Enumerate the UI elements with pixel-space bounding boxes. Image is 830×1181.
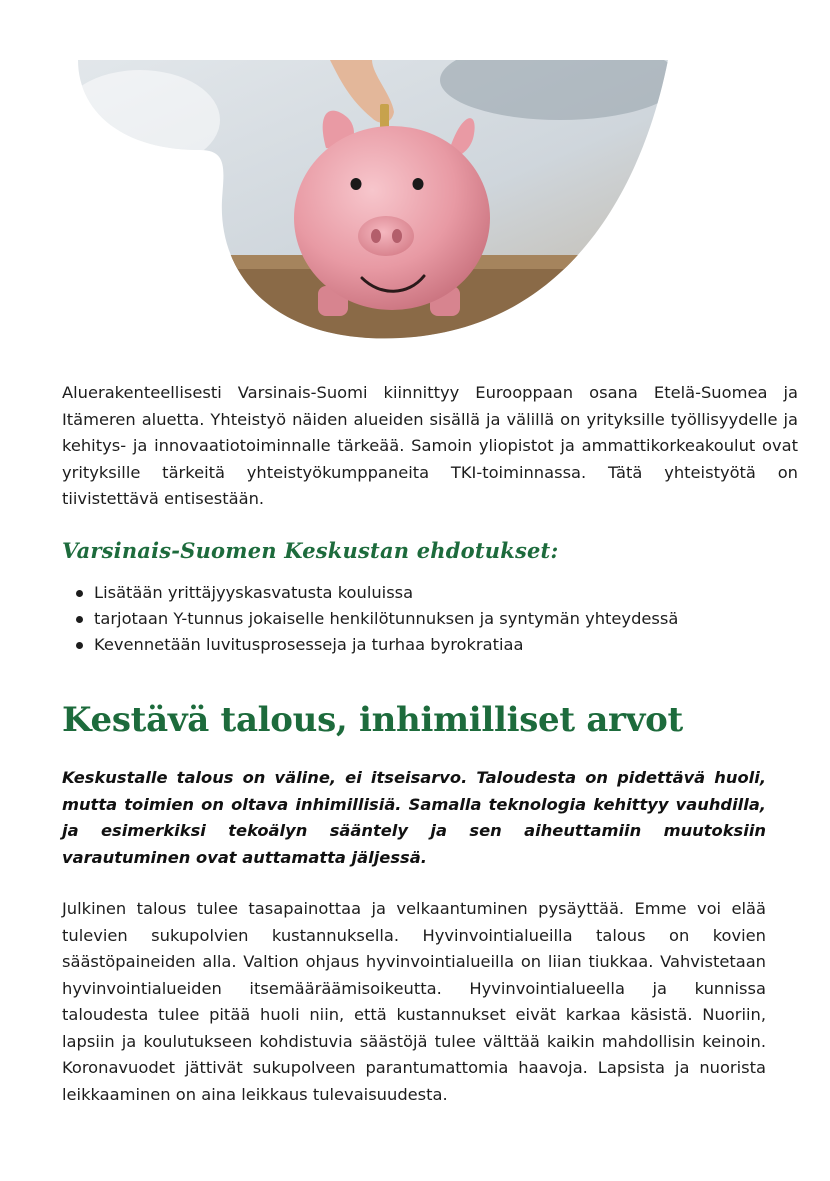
proposals-list <box>62 580 678 658</box>
proposals-heading: Varsinais-Suomen Keskustan ehdotukset: <box>62 538 559 563</box>
section-lead: Keskustalle talous on väline, ei itseisarvo. Taloudesta on pidettävä huoli, mutta toimien on oltava inhimillisiä. Samalla teknologia kehittyy vauhdilla, ja esimerkiksi tekoälyn sääntely ja sen aiheuttamiin muutoksiin varautuminen ovat auttamatta jäljessä. <box>62 768 766 867</box>
list-item: Kevennetään luvitusprosesseja ja turhaa byrokratiaa <box>62 632 678 658</box>
hero-piggy-bank-image <box>0 0 830 360</box>
section-body: Julkinen talous tulee tasapainottaa ja velkaantuminen pysäyttää. Emme voi elää tulevien sukupolvien kustannuksella. Hyvinvointialueilla talous on kovien säästöpaineiden alla. Valtion ohjaus hyvinvointialueilla on liian tiukkaa. Vahvistetaan hyvinvointialueiden itsemääräämisoikeutta. Hyvinvointialueella ja kunnissa taloudesta tulee pitää huoli niin, että kustannukset eivät karkaa käsistä. Nuoriin, lapsiin ja koulutukseen kohdistuvia säästöjä tulee välttää kaikin mahdollisin keinoin. Koronavuodet jättivät sukupolveen parantumattomia haavoja. Lapsista ja nuorista leikkaaminen on aina leikkaus tulevaisuudesta. <box>62 899 766 1104</box>
intro-paragraph: Aluerakenteellisesti Varsinais-Suomi kiinnittyy Eurooppaan osana Etelä-Suomea ja Itämeren aluetta. Yhteistyö näiden alueiden sisällä ja välillä on yrityksille työllisyydelle ja kehitys- ja innovaatiotoiminnalle tärkeää. Samoin yliopistot ja ammattikorkeakoulut ovat yrityksille tärkeitä yhteistyökumppaneita TKI-toiminnassa. Tätä yhteistyötä on tiivistettävä entisestään. <box>62 383 798 508</box>
list-item: tarjotaan Y-tunnus jokaiselle henkilötunnuksen ja syntymän yhteydessä <box>62 606 678 632</box>
list-item: Lisätään yrittäjyyskasvatusta kouluissa <box>62 580 678 606</box>
section-title: Kestävä talous, inhimilliset arvot <box>62 700 683 740</box>
